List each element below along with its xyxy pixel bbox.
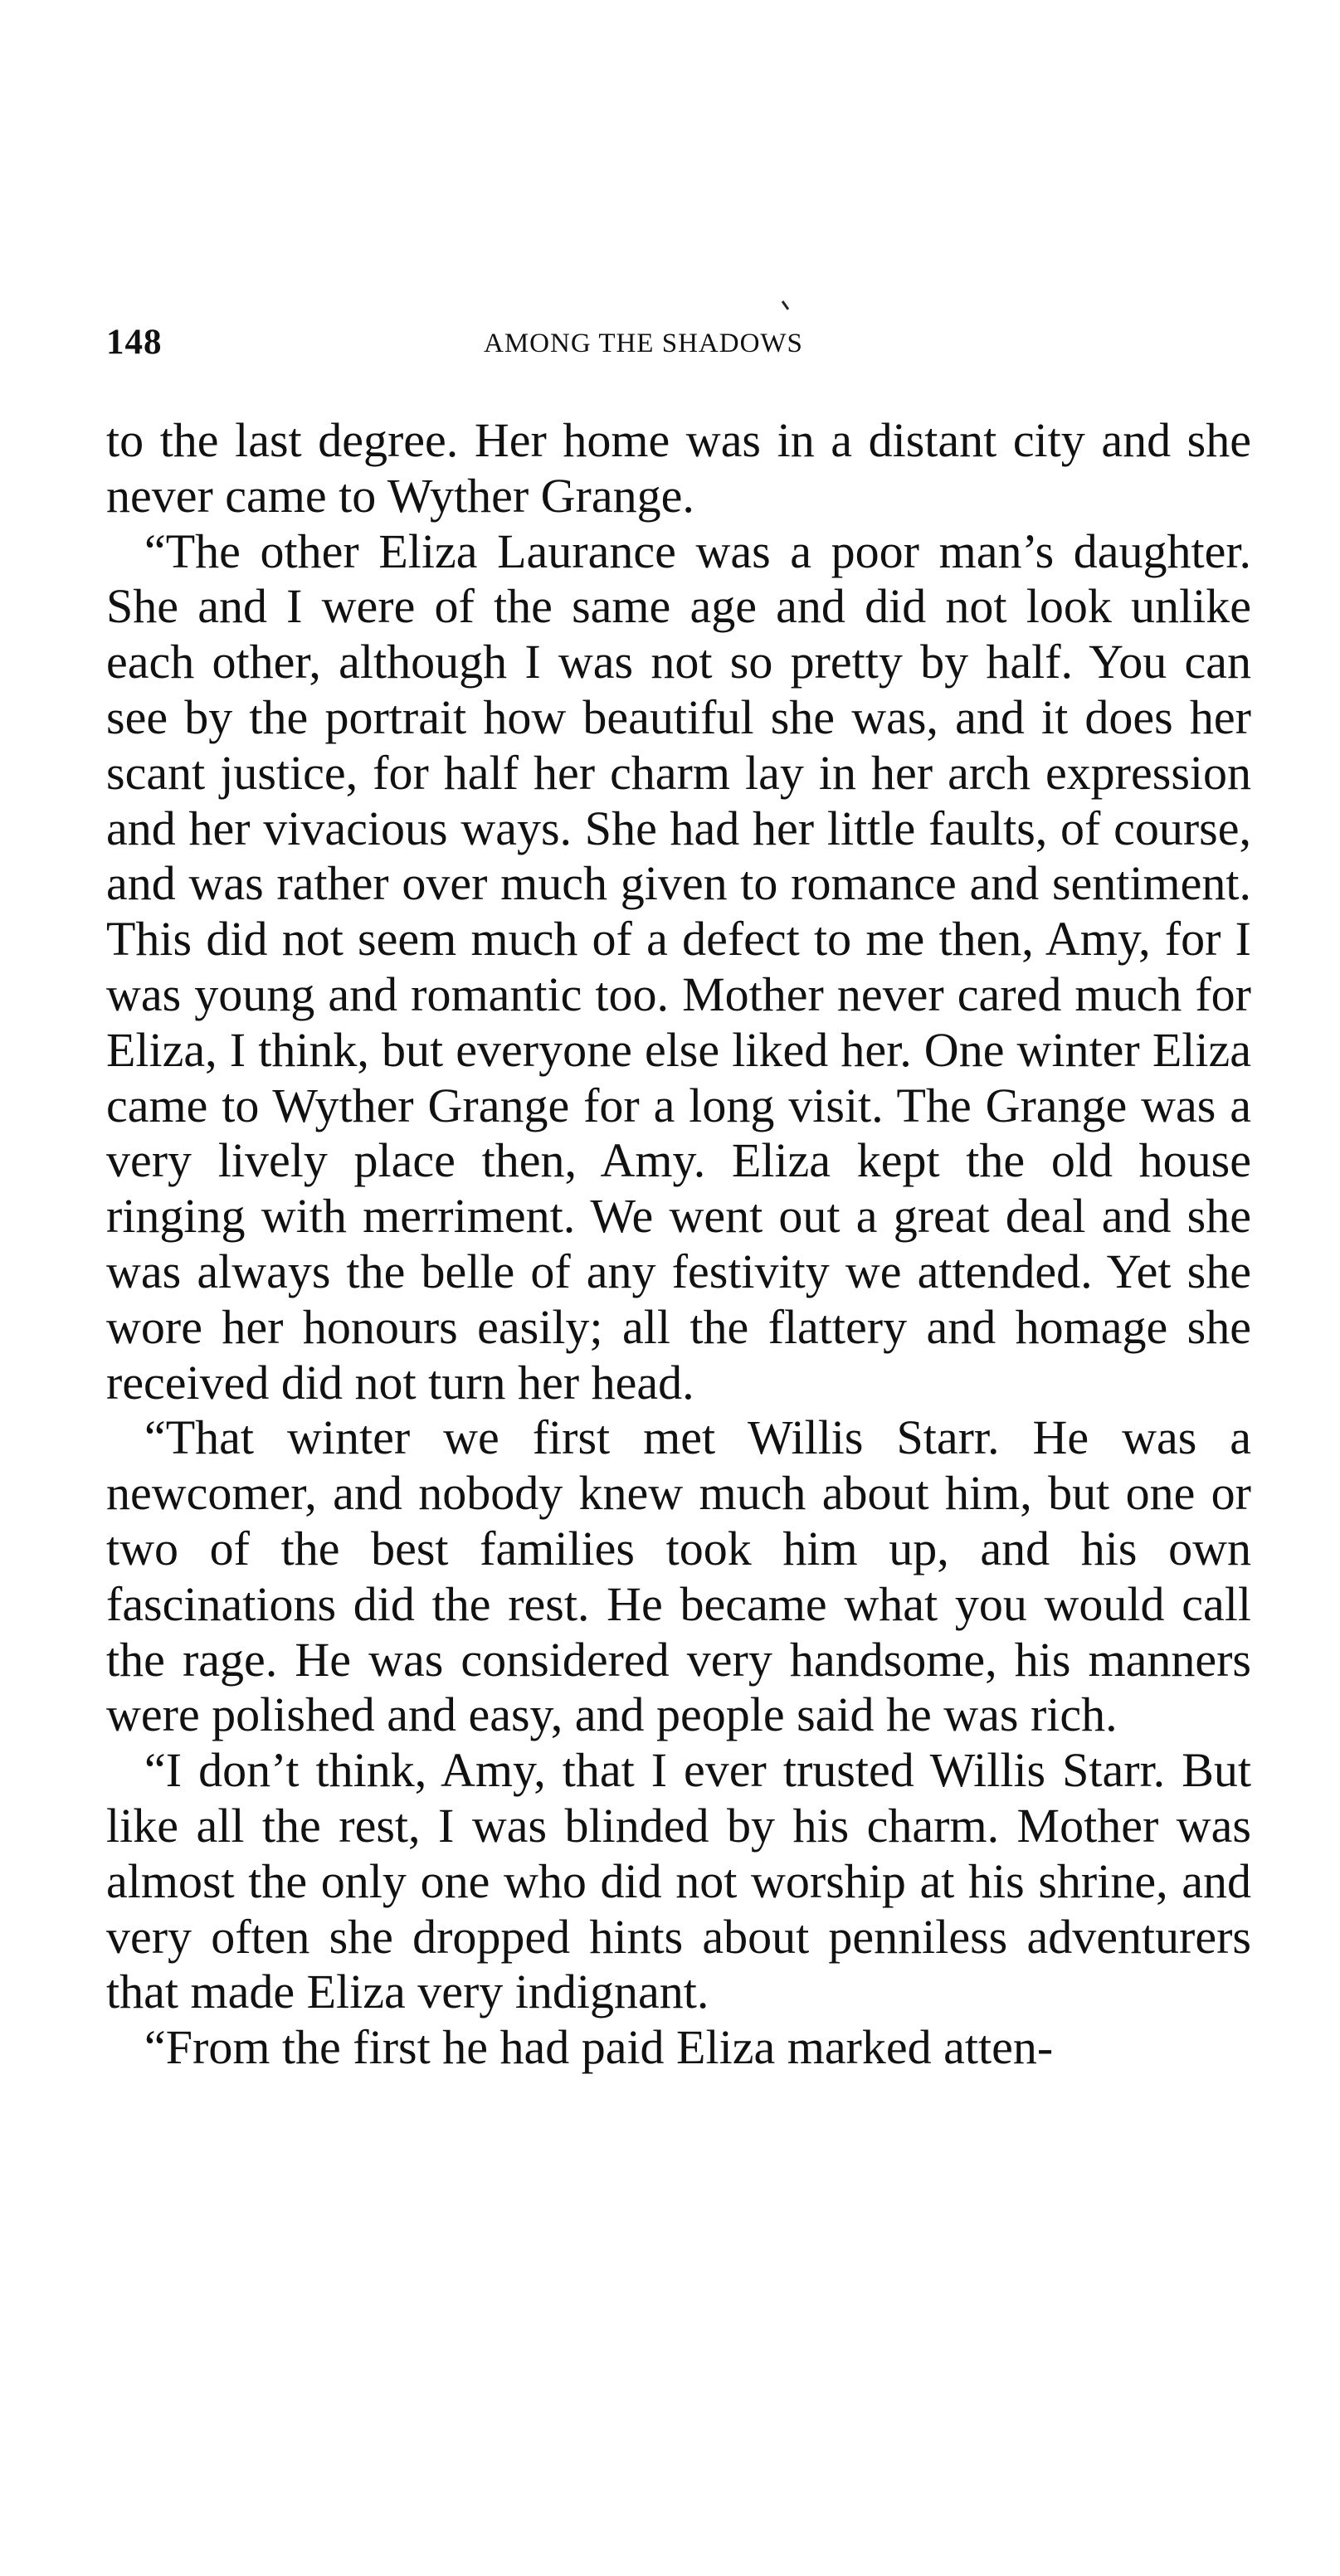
- paragraph: “From the first he had paid Eliza marked atten-: [144, 2020, 1054, 2075]
- page-number: 148: [106, 323, 163, 362]
- running-head: AMONG THE SHADOWS: [484, 329, 803, 358]
- paragraph: “That winter we first met Willis Starr. He was a newcomer, and nobody knew much about him, but one or two of the best families took him up, and his own fascinations did the rest. He became what you would call the rage. He was considered very handsome, his manners were polished and easy, and people said he was rich.: [106, 1410, 1251, 1742]
- stray-ink-mark: [782, 300, 789, 310]
- paragraph: “The other Eliza Laurance was a poor man’s daughter. She and I were of the same age and did not look unlike each other, although I was not so pretty by half. You can see by the portrait how beautiful she was, and it does her scant justice, for half her charm lay in her arch expression and her vivacious ways. She had her little faults, of course, and was rather over much given to romance and sentiment. This did not seem much of a defect to me then, Amy, for I was young and romantic too. Mother never cared much for Eliza, I think, but everyone else liked her. One winter Eliza came to Wyther Grange for a long visit. The Grange was a very lively place then, Amy. Eliza kept the old house ringing with merriment. We went out a great deal and she was always the belle of any festivity we attended. Yet she wore her honours easily; all the flattery and homage she received did not turn her head.: [106, 523, 1251, 1410]
- page-header: [106, 322, 1251, 372]
- paragraph-continued: to the last degree. Her home was in a distant city and she never came to Wyther Grange.: [106, 413, 1251, 523]
- paragraph: “I don’t think, Amy, that I ever trusted Willis Starr. But like all the rest, I was blinded by his charm. Mother was almost the only one who did not worship at his shrine, and very often she dropped hints about penniless adventurers that made Eliza very indignant.: [106, 1743, 1251, 2019]
- body-text: [106, 413, 1251, 2076]
